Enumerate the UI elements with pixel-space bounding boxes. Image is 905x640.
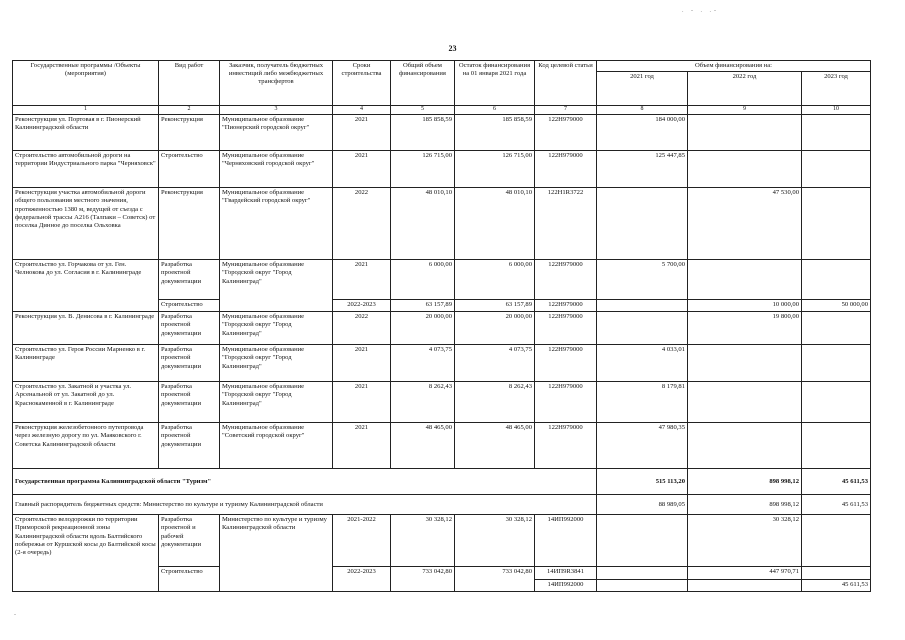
amount-2021 [597, 188, 688, 260]
program-amount-2023: 45 611,53 [802, 469, 871, 495]
total-amount: 126 715,00 [391, 151, 455, 188]
header-terms: Сроки строительства [333, 61, 391, 106]
table-row [13, 260, 871, 300]
work-type: Разработка проектной документации [159, 260, 220, 300]
target-code: 122Н979000 [535, 345, 597, 382]
customer: Муниципальное образование "Черняховский городской округ" [220, 151, 333, 188]
amount-2023 [802, 382, 871, 423]
amount-2022: 19 800,00 [688, 312, 802, 345]
term: 2022 [333, 312, 391, 345]
total-amount: 20 000,00 [391, 312, 455, 345]
object-name: Строительство ул. Закатной и участка ул. Арсенальной от ул. Закатной до ул. Краснокаменной в г. Калининграде [13, 382, 159, 423]
total-amount: 30 328,12 [391, 515, 455, 567]
column-number: 9 [688, 106, 802, 115]
work-type: Разработка проектной документации [159, 312, 220, 345]
object-name: Строительство велодорожки по территории Приморской рекреационной зоны Калининградской области вдоль Балтийского побережья от Куршской косы до Балтийской косы (2-я очередь) [13, 515, 159, 592]
target-code: 122Н979000 [535, 382, 597, 423]
object-name: Реконструкция участка автомобильной дороги общего пользования местного значения, протяженностью 1380 м, ведущей от съезда с федеральной трассы А216 (Талпаки – Советск) от поселка Динное до поселка Ольховка [13, 188, 159, 260]
term: 2021 [333, 151, 391, 188]
total-amount: 733 042,80 [391, 567, 455, 592]
column-number: 10 [802, 106, 871, 115]
amount-2023: 45 611,53 [802, 580, 871, 592]
amount-2023 [802, 423, 871, 469]
page-number: 23 [448, 44, 457, 53]
customer: Муниципальное образование "Городской округ "Город Калининград" [220, 312, 333, 345]
manager-title: Главный распорядитель бюджетных средств: Министерство по культуре и туризму Калининградской области [13, 495, 597, 515]
stray-mark: - [14, 612, 16, 618]
object-name: Реконструкция ул. В. Денисова в г. Калининграде [13, 312, 159, 345]
target-code: 122Н979000 [535, 115, 597, 151]
customer: Муниципальное образование "Пионерский городской округ" [220, 115, 333, 151]
work-type: Строительство [159, 567, 220, 592]
object-name: Строительство ул. Горчакова от ул. Ген. Челнокова до ул. Согласия в г. Калининграде [13, 260, 159, 312]
target-code: 14ИП9R3841 [535, 567, 597, 580]
column-number: 7 [535, 106, 597, 115]
target-code: 122Н979000 [535, 300, 597, 312]
remainder-amount: 4 073,75 [455, 345, 535, 382]
customer: Муниципальное образование "Советский городской округ" [220, 423, 333, 469]
work-type: Реконструкция [159, 188, 220, 260]
amount-2022: 30 328,12 [688, 515, 802, 567]
total-amount: 6 000,00 [391, 260, 455, 300]
table-row [13, 312, 871, 345]
target-code: 14ИП992000 [535, 515, 597, 567]
object-name: Строительство автомобильной дороги на территории Индустриального парка "Черняховск" [13, 151, 159, 188]
program-amount-2022: 898 998,12 [688, 469, 802, 495]
term: 2021 [333, 115, 391, 151]
total-amount: 63 157,89 [391, 300, 455, 312]
program-amount-2021: 515 113,20 [597, 469, 688, 495]
amount-2021 [597, 312, 688, 345]
customer: Муниципальное образование "Гвардейский городской округ" [220, 188, 333, 260]
table-row [13, 382, 871, 423]
remainder-amount: 63 157,89 [455, 300, 535, 312]
customer: Муниципальное образование "Городской округ "Город Калининград" [220, 382, 333, 423]
amount-2021: 8 179,81 [597, 382, 688, 423]
financing-table [12, 60, 871, 592]
work-type: Разработка проектной документации [159, 423, 220, 469]
term: 2022-2023 [333, 567, 391, 592]
table-row [13, 515, 871, 567]
amount-2023 [802, 260, 871, 300]
total-amount: 48 465,00 [391, 423, 455, 469]
amount-2023 [802, 515, 871, 567]
amount-2022 [688, 382, 802, 423]
customer: Муниципальное образование "Городской округ "Город Калининград" [220, 260, 333, 312]
work-type: Строительство [159, 151, 220, 188]
customer: Муниципальное образование "Городской округ "Город Калининград" [220, 345, 333, 382]
term: 2022 [333, 188, 391, 260]
header-work-type: Вид работ [159, 61, 220, 106]
table-row [13, 423, 871, 469]
amount-2023 [802, 115, 871, 151]
amount-2021: 4 033,01 [597, 345, 688, 382]
total-amount: 185 858,59 [391, 115, 455, 151]
customer: Министерство по культуре и туризму Калининградской области [220, 515, 333, 592]
total-amount: 8 262,43 [391, 382, 455, 423]
amount-2021: 184 000,00 [597, 115, 688, 151]
term: 2021 [333, 382, 391, 423]
column-number: 3 [220, 106, 333, 115]
target-code: 122Н979000 [535, 260, 597, 300]
amount-2022: 10 000,00 [688, 300, 802, 312]
work-type: Реконструкция [159, 115, 220, 151]
remainder-amount: 20 000,00 [455, 312, 535, 345]
header-remainder: Остаток финансирования на 01 января 2021 года [455, 61, 535, 106]
header-year-2023: 2023 год [802, 72, 871, 106]
amount-2021: 125 447,85 [597, 151, 688, 188]
header-financing: Объем финансирования на: [597, 61, 871, 72]
remainder-amount: 126 715,00 [455, 151, 535, 188]
amount-2023 [802, 312, 871, 345]
amount-2022 [688, 580, 802, 592]
program-title: Государственная программа Калининградской области "Туризм" [13, 469, 597, 495]
amount-2021: 5 700,00 [597, 260, 688, 300]
term: 2021-2022 [333, 515, 391, 567]
amount-2022 [688, 115, 802, 151]
object-name: Реконструкция ул. Портовая в г. Пионерский Калининградской области [13, 115, 159, 151]
table-row [13, 188, 871, 260]
target-code: 122Н1R3722 [535, 188, 597, 260]
work-type: Разработка проектной и рабочей документации [159, 515, 220, 567]
column-number-row [13, 106, 871, 115]
column-number: 4 [333, 106, 391, 115]
work-type: Строительство [159, 300, 220, 312]
amount-2021: 47 980,35 [597, 423, 688, 469]
program-summary-row [13, 469, 871, 495]
manager-summary-row [13, 495, 871, 515]
target-code: 122Н979000 [535, 151, 597, 188]
term: 2021 [333, 423, 391, 469]
total-amount: 4 073,75 [391, 345, 455, 382]
remainder-amount: 48 465,00 [455, 423, 535, 469]
remainder-amount: 6 000,00 [455, 260, 535, 300]
amount-2022 [688, 260, 802, 300]
amount-2023 [802, 567, 871, 580]
amount-2022 [688, 345, 802, 382]
amount-2022 [688, 151, 802, 188]
header-year-2022: 2022 год [688, 72, 802, 106]
amount-2023 [802, 188, 871, 260]
amount-2022 [688, 423, 802, 469]
amount-2022: 47 530,00 [688, 188, 802, 260]
remainder-amount: 8 262,43 [455, 382, 535, 423]
table-row [13, 151, 871, 188]
amount-2021 [597, 515, 688, 567]
amount-2023 [802, 151, 871, 188]
remainder-amount: 185 858,59 [455, 115, 535, 151]
column-number: 5 [391, 106, 455, 115]
amount-2021 [597, 567, 688, 580]
work-type: Разработка проектной документации [159, 345, 220, 382]
column-number: 1 [13, 106, 159, 115]
object-name: Реконструкция железобетонного путепровода через железную дорогу по ул. Маяковского г. Советска Калининградской области [13, 423, 159, 469]
remainder-amount: 733 042,80 [455, 567, 535, 592]
amount-2023: 50 000,00 [802, 300, 871, 312]
amount-2021 [597, 580, 688, 592]
manager-amount-2021: 88 989,05 [597, 495, 688, 515]
header-year-2021: 2021 год [597, 72, 688, 106]
target-code: 14ИП992000 [535, 580, 597, 592]
remainder-amount: 30 328,12 [455, 515, 535, 567]
total-amount: 48 010,10 [391, 188, 455, 260]
term: 2022-2023 [333, 300, 391, 312]
target-code: 122Н979000 [535, 312, 597, 345]
target-code: 122Н979000 [535, 423, 597, 469]
corner-marks: . - . .- [682, 8, 719, 14]
table-row [13, 115, 871, 151]
header-program: Государственные программы /Объекты (мероприятия) [13, 61, 159, 106]
work-type: Разработка проектной документации [159, 382, 220, 423]
term: 2021 [333, 345, 391, 382]
header-code: Код целевой статьи [535, 61, 597, 106]
object-name: Строительство ул. Героя России Марненко в г. Калининграде [13, 345, 159, 382]
term: 2021 [333, 260, 391, 300]
column-number: 6 [455, 106, 535, 115]
remainder-amount: 48 010,10 [455, 188, 535, 260]
amount-2022: 447 970,71 [688, 567, 802, 580]
amount-2021 [597, 300, 688, 312]
column-number: 2 [159, 106, 220, 115]
manager-amount-2023: 45 611,53 [802, 495, 871, 515]
header-customer: Заказчик, получатель бюджетных инвестиций либо межбюджетных трансфертов [220, 61, 333, 106]
amount-2023 [802, 345, 871, 382]
manager-amount-2022: 898 998,12 [688, 495, 802, 515]
column-number: 8 [597, 106, 688, 115]
table-row [13, 345, 871, 382]
header-total: Общий объем финансирования [391, 61, 455, 106]
